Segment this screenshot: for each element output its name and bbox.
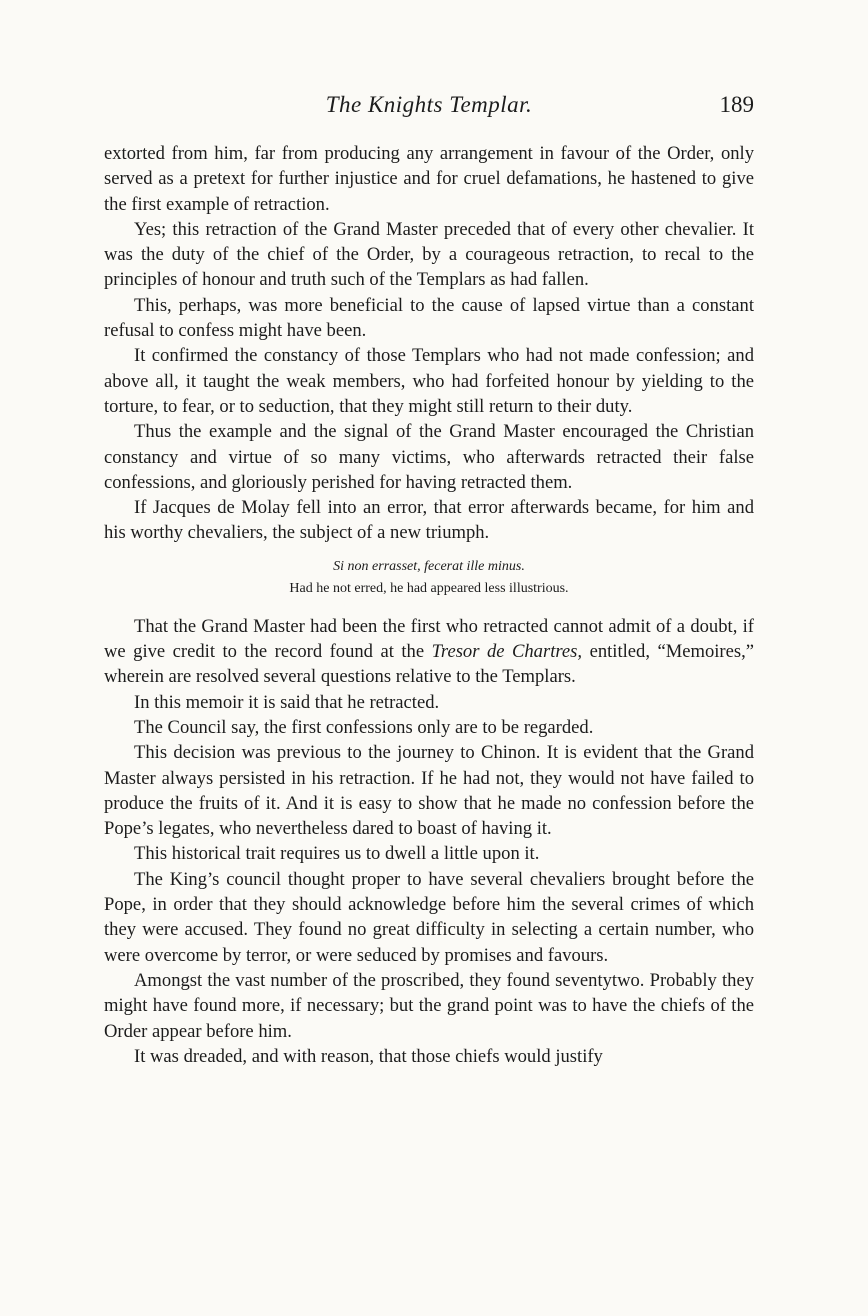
running-title: The Knights Templar. — [325, 92, 533, 117]
paragraph-text: entitled, “Memoires,” wherein are resolved several questions relative to the Templars. — [104, 641, 755, 688]
paragraph: It was dreaded, and with reason, that those chiefs would justify — [134, 1045, 603, 1067]
paragraph: This historical trait requires us to dwell a little upon it. — [134, 843, 540, 865]
latin-quote: Si non errasset, fecerat ille minus. — [333, 558, 525, 574]
source-title: Tresor de Chartres, — [431, 641, 583, 663]
paragraph: Yes; this retraction of the Grand Master preceded that of every other chevalier. It was the duty of the chief of the Order, by a courageous retraction, to recal to the principles of honour and truth such of the Templars as had fallen. — [104, 218, 754, 291]
paragraph: This decision was previous to the journey to Chinon. It is evident that the Grand Master always persisted in his retraction. If he had not, they would not have failed to produce the fruits of it. And it is easy to show that he made no confession before the Pope’s legates, who nevertheless dared to boast of having it. — [104, 742, 754, 840]
paragraph — [104, 614, 754, 690]
paragraph: This, perhaps, was more beneficial to the cause of lapsed virtue than a constant refusal to confess might have been. — [104, 294, 754, 342]
page-number: 189 — [719, 92, 754, 117]
quote-translation: Had he not erred, he had appeared less illustrious. — [289, 580, 569, 596]
paragraph: If Jacques de Molay fell into an error, that error afterwards became, for him and his worthy chevaliers, the subject of a new triumph. — [104, 497, 754, 544]
page-header — [104, 92, 754, 126]
body-text — [104, 141, 754, 1069]
paragraph: The Council say, the first confessions only are to be regarded. — [134, 716, 594, 738]
paragraph: extorted from him, far from producing any arrangement in favour of the Order, only served as a pretext for further injustice and for cruel defamations, he hastened to give the first example of retraction. — [104, 143, 754, 215]
paragraph: Amongst the vast number of the proscribed, they found seventytwo. Probably they might have found more, if necessary; but the grand point was to have the chiefs of the Order appear before him. — [104, 969, 754, 1042]
paragraph-text: That the Grand Master had been the first who retracted cannot admit of a doubt, if we give credit to the record found at the — [104, 615, 754, 663]
paragraph: The King’s council thought proper to have several chevaliers brought before the Pope, in order that they should acknowledge before him the several crimes of which they were accused. They found no great difficulty in selecting a certain number, who were overcome by terror, or were seduced by promises and favours. — [104, 868, 754, 966]
quotation — [104, 556, 754, 600]
paragraph: It confirmed the constancy of those Templars who had not made confession; and above all, it taught the weak members, who had forfeited honour by yielding to the torture, to fear, or to seduction, that they might still return to their duty. — [104, 345, 754, 417]
paragraph: Thus the example and the signal of the Grand Master encouraged the Christian constancy and virtue of so many victims, who afterwards retracted their false confessions, and gloriously perished for having retracted them. — [104, 421, 754, 493]
paragraph: In this memoir it is said that he retracted. — [134, 691, 440, 713]
